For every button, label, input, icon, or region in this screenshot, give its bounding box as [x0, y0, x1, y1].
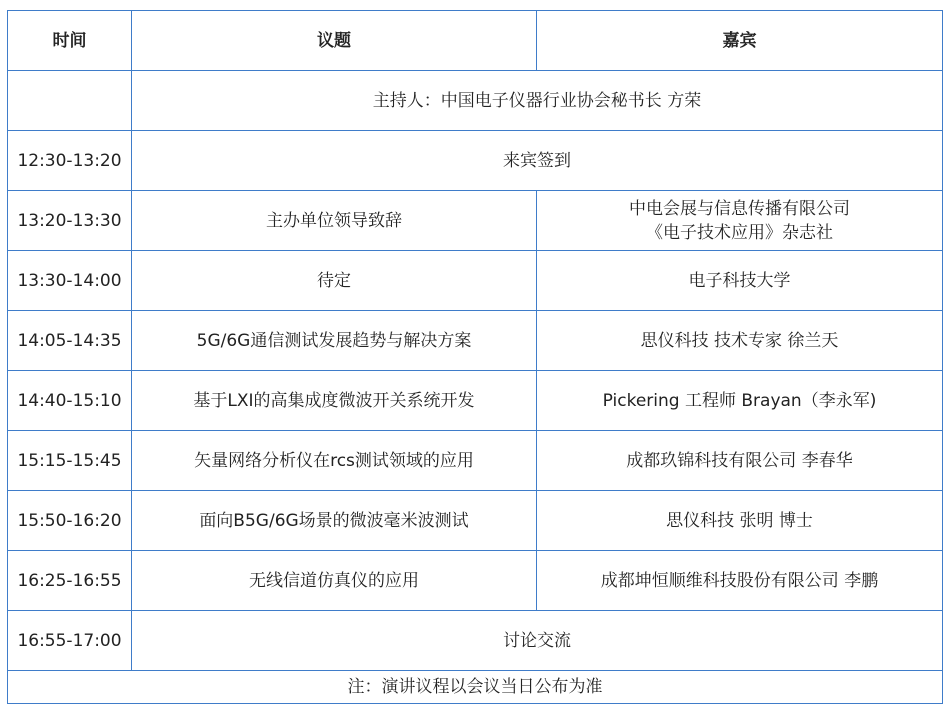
table-row	[8, 251, 943, 311]
header-time: 时间	[8, 11, 132, 71]
host-row	[8, 71, 943, 131]
header-topic: 议题	[132, 11, 537, 71]
topic-cell: 5G/6G通信测试发展趋势与解决方案	[132, 311, 537, 371]
time-cell: 14:05-14:35	[8, 311, 132, 371]
header-guest: 嘉宾	[537, 11, 943, 71]
table-row	[8, 311, 943, 371]
guest-cell: 成都坤恒顺维科技股份有限公司 李鹏	[537, 551, 943, 611]
time-cell: 14:40-15:10	[8, 371, 132, 431]
topic-cell: 矢量网络分析仪在rcs测试领域的应用	[132, 431, 537, 491]
topic-cell: 来宾签到	[132, 131, 943, 191]
table-row	[8, 611, 943, 671]
guest-cell: 成都玖锦科技有限公司 李春华	[537, 431, 943, 491]
time-cell: 12:30-13:20	[8, 131, 132, 191]
host-cell: 主持人：中国电子仪器行业协会秘书长 方荣	[132, 71, 943, 131]
table-row	[8, 371, 943, 431]
guest-cell: 电子科技大学	[537, 251, 943, 311]
time-cell: 13:30-14:00	[8, 251, 132, 311]
time-cell: 13:20-13:30	[8, 191, 132, 251]
guest-cell: 思仪科技 张明 博士	[537, 491, 943, 551]
table-row	[8, 491, 943, 551]
topic-cell: 待定	[132, 251, 537, 311]
guest-line: 中电会展与信息传播有限公司	[629, 198, 850, 219]
topic-cell: 讨论交流	[132, 611, 943, 671]
note-cell: 注：演讲议程以会议当日公布为准	[8, 671, 943, 704]
time-cell: 15:15-15:45	[8, 431, 132, 491]
time-cell: 16:55-17:00	[8, 611, 132, 671]
table-row	[8, 131, 943, 191]
guest-cell	[537, 191, 943, 251]
topic-cell: 主办单位领导致辞	[132, 191, 537, 251]
table-row	[8, 191, 943, 251]
guest-cell: 思仪科技 技术专家 徐兰天	[537, 311, 943, 371]
note-row	[8, 671, 943, 704]
topic-cell: 面向B5G/6G场景的微波毫米波测试	[132, 491, 537, 551]
topic-cell: 无线信道仿真仪的应用	[132, 551, 537, 611]
guest-line: 《电子技术应用》杂志社	[646, 222, 833, 243]
header-row	[8, 11, 943, 71]
guest-cell: Pickering 工程师 Brayan（李永军)	[537, 371, 943, 431]
time-cell: 16:25-16:55	[8, 551, 132, 611]
topic-cell: 基于LXI的高集成度微波开关系统开发	[132, 371, 537, 431]
host-time-cell	[8, 71, 132, 131]
agenda-table	[7, 10, 943, 704]
time-cell: 15:50-16:20	[8, 491, 132, 551]
table-row	[8, 431, 943, 491]
table-row	[8, 551, 943, 611]
